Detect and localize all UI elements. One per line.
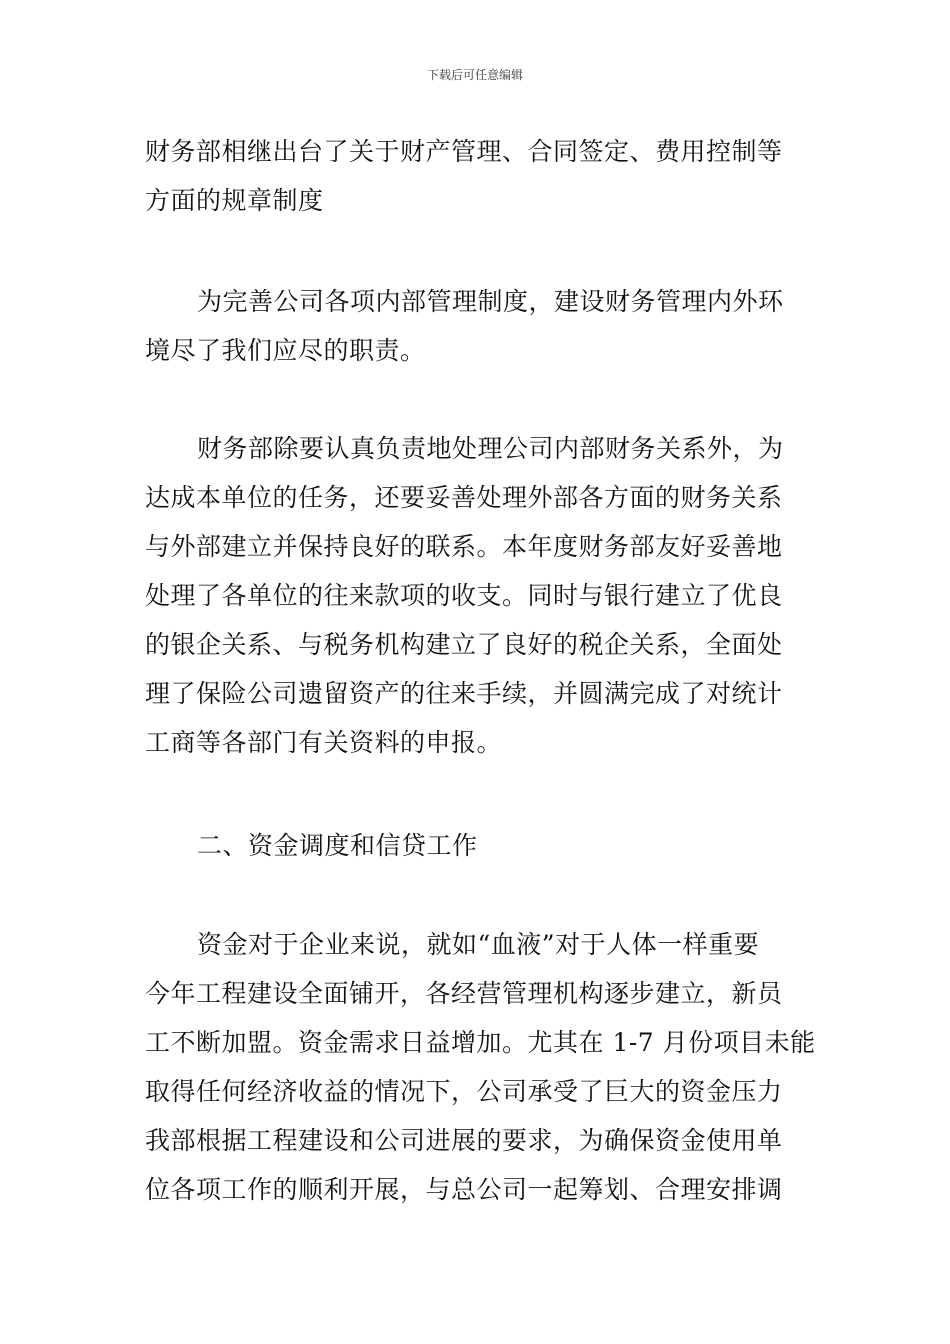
paragraph-line: 财务部相继出台了关于财产管理、合同签定、费用控制等: [145, 137, 783, 166]
paragraph-line: 位各项工作的顺利开展，与总公司一起筹划、合理安排调: [145, 1175, 783, 1204]
paragraph-line: 今年工程建设全面铺开，各经营管理机构逐步建立，新员: [145, 979, 783, 1008]
header-note: 下载后可任意编辑: [426, 68, 523, 82]
paragraph-line: 工商等各部门有关资料的申报。: [145, 728, 503, 757]
paragraph-line: 处理了各单位的往来款项的收支。同时与银行建立了优良: [145, 581, 783, 610]
paragraph-line: 财务部除要认真负责地处理公司内部财务关系外，为: [197, 434, 784, 463]
paragraph-line: 与外部建立并保持良好的联系。本年度财务部友好妥善地: [145, 532, 783, 561]
section-heading-text: 二、资金调度和信贷工作: [197, 831, 478, 860]
paragraph-line: 达成本单位的任务，还要妥善处理外部各方面的财务关系: [145, 483, 783, 512]
paragraph-line: 我部根据工程建设和公司进展的要求，为确保资金使用单: [145, 1126, 783, 1155]
paragraph-line: 方面的规章制度: [145, 186, 324, 215]
paragraph-management-system: [145, 277, 805, 375]
section-heading: [145, 821, 805, 870]
paragraph-regulations: [145, 127, 805, 225]
paragraph-line: 为完善公司各项内部管理制度，建设财务管理内外环: [197, 287, 784, 316]
paragraph-funding: [145, 920, 816, 1214]
paragraph-line: 取得任何经济收益的情况下，公司承受了巨大的资金压力: [145, 1077, 783, 1106]
paragraph-external-relations: [145, 424, 805, 767]
paragraph-line: 资金对于企业来说，就如“血液”对于人体一样重要: [197, 930, 760, 959]
paragraph-line: 工不断加盟。资金需求日益增加。尤其在 1-7 月份项目未能: [145, 1028, 816, 1057]
paragraph-line: 的银企关系、与税务机构建立了良好的税企关系，全面处: [145, 630, 783, 659]
paragraph-line: 理了保险公司遗留资产的往来手续，并圆满完成了对统计: [145, 679, 783, 708]
paragraph-line: 境尽了我们应尽的职责。: [145, 336, 426, 365]
